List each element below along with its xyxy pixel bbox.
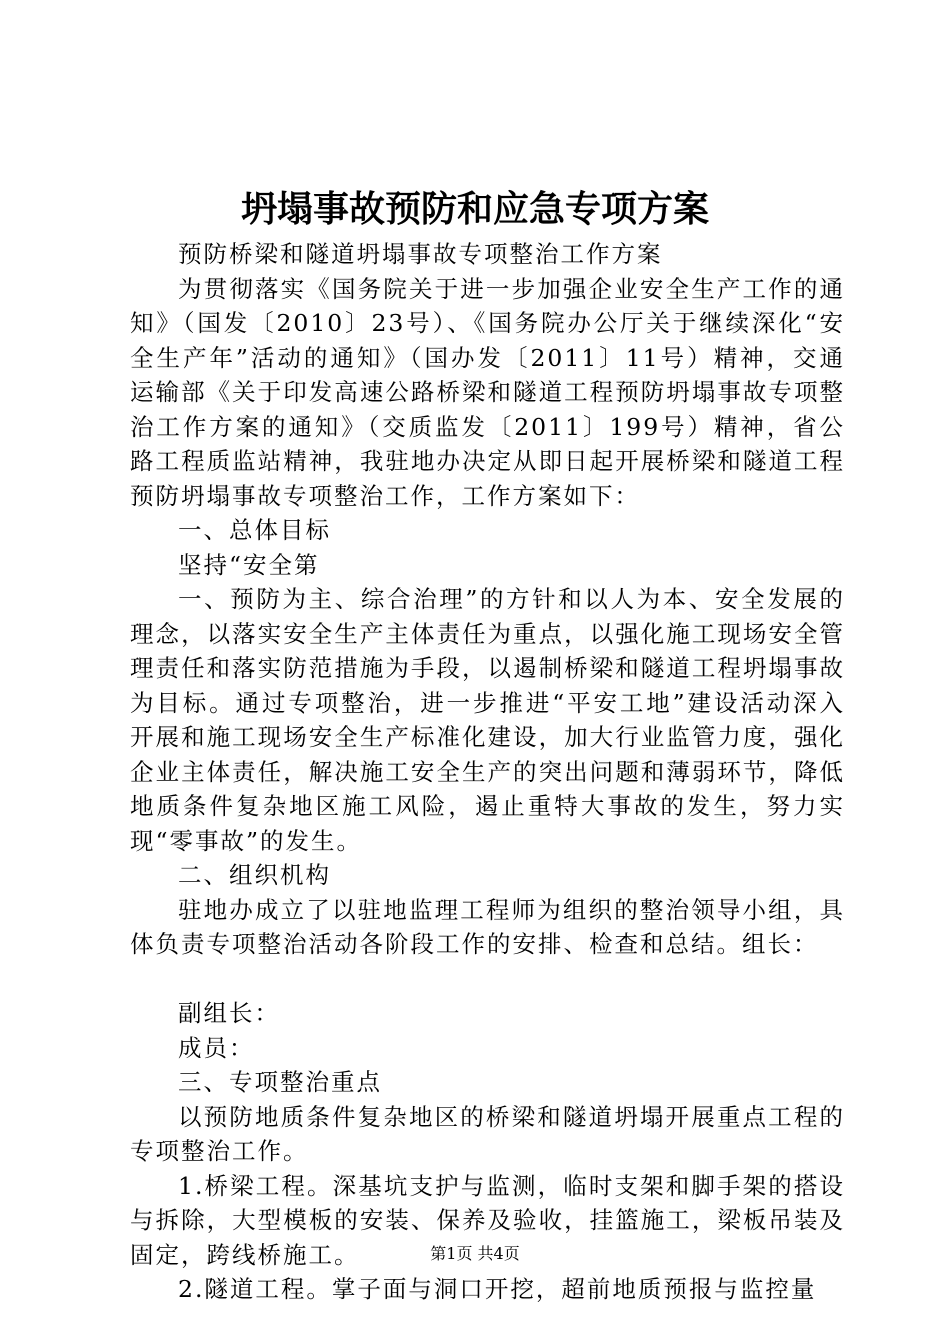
paragraph-subtitle: 预防桥梁和隧道坍塌事故专项整治工作方案 <box>178 240 663 268</box>
paragraph-intro: 为贯彻落实《国务院关于进一步加强企业安全生产工作的通知》（国发〔2010〕23号）、《国务院办公厅关于继续深化“安全生产年”活动的通知》（国办发〔2011〕11号）精神，交通运输部《关于印发高速公路桥梁和隧道工程预防坍塌事故专项整治工作方案的通知》（交质监发〔2011〕199号）精神，省公路工程质监站精神，我驻地办决定从即日起开展桥梁和隧道工程预防坍塌事故专项整治工作，工作方案如下： <box>130 274 845 510</box>
heading-organization: 二、组织机构 <box>178 861 331 889</box>
paragraph-bridge: 1.桥梁工程。深基坑支护与监测，临时支架和脚手架的搭设与拆除，大型模板的安装、保养及验收，挂篮施工，梁板吊装及固定，跨线桥施工。 <box>130 1171 845 1269</box>
paragraph-goal-detail: 一、预防为主、综合治理”的方针和以人为本、安全发展的理念，以落实安全生产主体责任为重点，以强化施工现场安全管理责任和落实防范措施为手段，以遏制桥梁和隧道工程坍塌事故为目标。通过专项整治，进一步推进“平安工地”建设活动深入开展和施工现场安全生产标准化建设，加大行业监管力度，强化企业主体责任，解决施工安全生产的突出问题和薄弱环节，降低地质条件复杂地区施工风险，遏止重特大事故的发生，努力实现“零事故”的发生。 <box>130 585 845 855</box>
document-body <box>130 237 845 1307</box>
heading-key-points: 三、专项整治重点 <box>178 1068 382 1096</box>
page-footer: 第1页 共4页 <box>430 1244 520 1263</box>
paragraph-key-points: 以预防地质条件复杂地区的桥梁和隧道坍塌开展重点工程的专项整治工作。 <box>130 1102 845 1165</box>
document-title: 坍塌事故预防和应急专项方案 <box>240 188 709 230</box>
heading-overall-goal: 一、总体目标 <box>178 516 331 544</box>
paragraph-adhere: 坚持“安全第 <box>178 550 320 579</box>
paragraph-deputy-leader: 副组长： <box>178 999 280 1027</box>
paragraph-tunnel: 2.隧道工程。掌子面与洞口开挖，超前地质预报与监控量 <box>178 1275 817 1303</box>
paragraph-organization: 驻地办成立了以驻地监理工程师为组织的整治领导小组，具体负责专项整治活动各阶段工作的安排、检查和总结。组长： <box>130 895 845 958</box>
paragraph-members: 成员： <box>178 1033 255 1062</box>
